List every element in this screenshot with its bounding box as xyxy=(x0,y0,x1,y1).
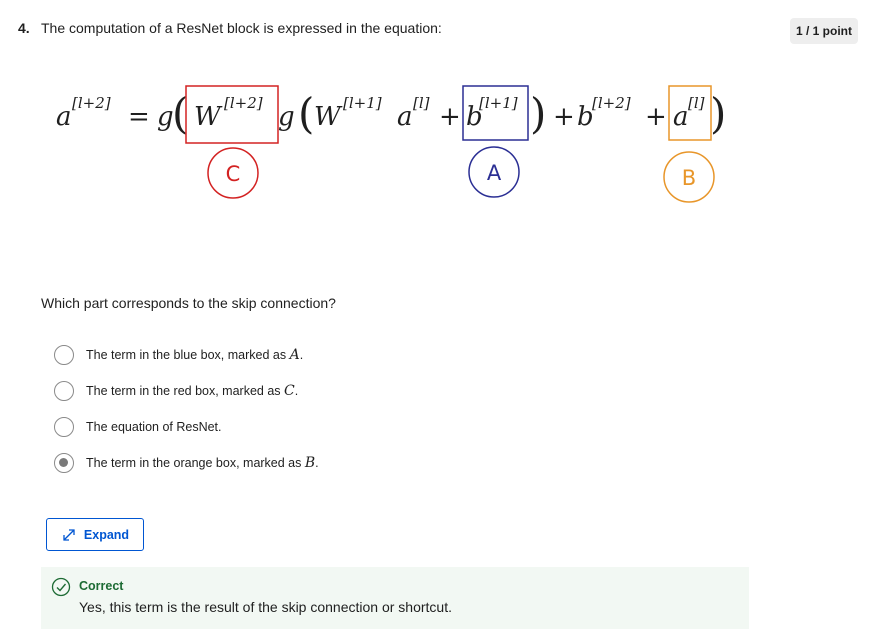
eq-a-skip-sup: [l] xyxy=(688,94,705,112)
eq-b1-sup: [l+1] xyxy=(479,94,518,112)
eq-paren-open-outer: ( xyxy=(172,89,189,138)
radio-option-3[interactable] xyxy=(54,417,74,437)
eq-b2-sup: [l+2] xyxy=(592,94,631,112)
expand-button[interactable] xyxy=(46,518,144,551)
marker-c-label: C xyxy=(225,162,241,186)
eq-equals: = xyxy=(128,102,150,132)
check-circle-icon xyxy=(51,577,71,597)
question-prompt: Which part corresponds to the skip connection? xyxy=(41,295,336,311)
points-badge: 1 / 1 point xyxy=(790,18,858,44)
eq-lhs: a xyxy=(56,102,72,132)
question-text: The computation of a ResNet block is expressed in the equation: xyxy=(41,20,442,36)
eq-lhs-sup: [l+2] xyxy=(72,94,111,112)
eq-w2: W xyxy=(194,102,221,132)
eq-b1: b xyxy=(466,102,483,132)
option-label: The term in the red box, marked as C. xyxy=(86,383,299,399)
eq-g-outer: g xyxy=(157,102,174,132)
eq-paren-close-outer: ) xyxy=(710,89,727,138)
option-red-box[interactable] xyxy=(54,380,319,402)
feedback-text: Yes, this term is the result of the skip connection or shortcut. xyxy=(79,599,452,615)
question-number: 4. xyxy=(18,20,30,36)
radio-option-2[interactable] xyxy=(54,381,74,401)
eq-a-skip: a xyxy=(673,102,689,132)
option-label: The term in the orange box, marked as B. xyxy=(86,455,319,471)
eq-plus1: + xyxy=(439,102,461,132)
expand-label: Expand xyxy=(83,527,130,542)
expand-arrows-icon xyxy=(61,527,77,543)
option-label: The equation of ResNet. xyxy=(86,420,222,434)
marker-a-label: A xyxy=(486,161,502,185)
eq-plus3: + xyxy=(645,102,667,132)
option-blue-box[interactable] xyxy=(54,344,319,366)
eq-plus2: + xyxy=(553,102,575,132)
option-label: The term in the blue box, marked as A. xyxy=(86,347,304,363)
eq-paren-open-inner: ( xyxy=(298,89,315,138)
eq-g-inner: g xyxy=(278,102,295,132)
eq-paren-close-inner: ) xyxy=(530,89,547,138)
eq-a-l-sup: [l] xyxy=(413,94,430,112)
radio-option-1[interactable] xyxy=(54,345,74,365)
eq-w1-sup: [l+1] xyxy=(343,94,382,112)
option-orange-box[interactable] xyxy=(54,452,319,474)
option-resnet-equation[interactable] xyxy=(54,416,319,438)
eq-b2: b xyxy=(577,102,594,132)
resnet-equation xyxy=(0,70,890,210)
answer-options xyxy=(54,344,319,488)
eq-a-l: a xyxy=(397,102,413,132)
eq-w2-sup: [l+2] xyxy=(224,94,263,112)
feedback-title: Correct xyxy=(79,579,124,593)
feedback-panel xyxy=(41,567,749,629)
eq-w1: W xyxy=(314,102,341,132)
marker-b-label: B xyxy=(681,166,697,190)
radio-option-4-selected[interactable] xyxy=(54,453,74,473)
